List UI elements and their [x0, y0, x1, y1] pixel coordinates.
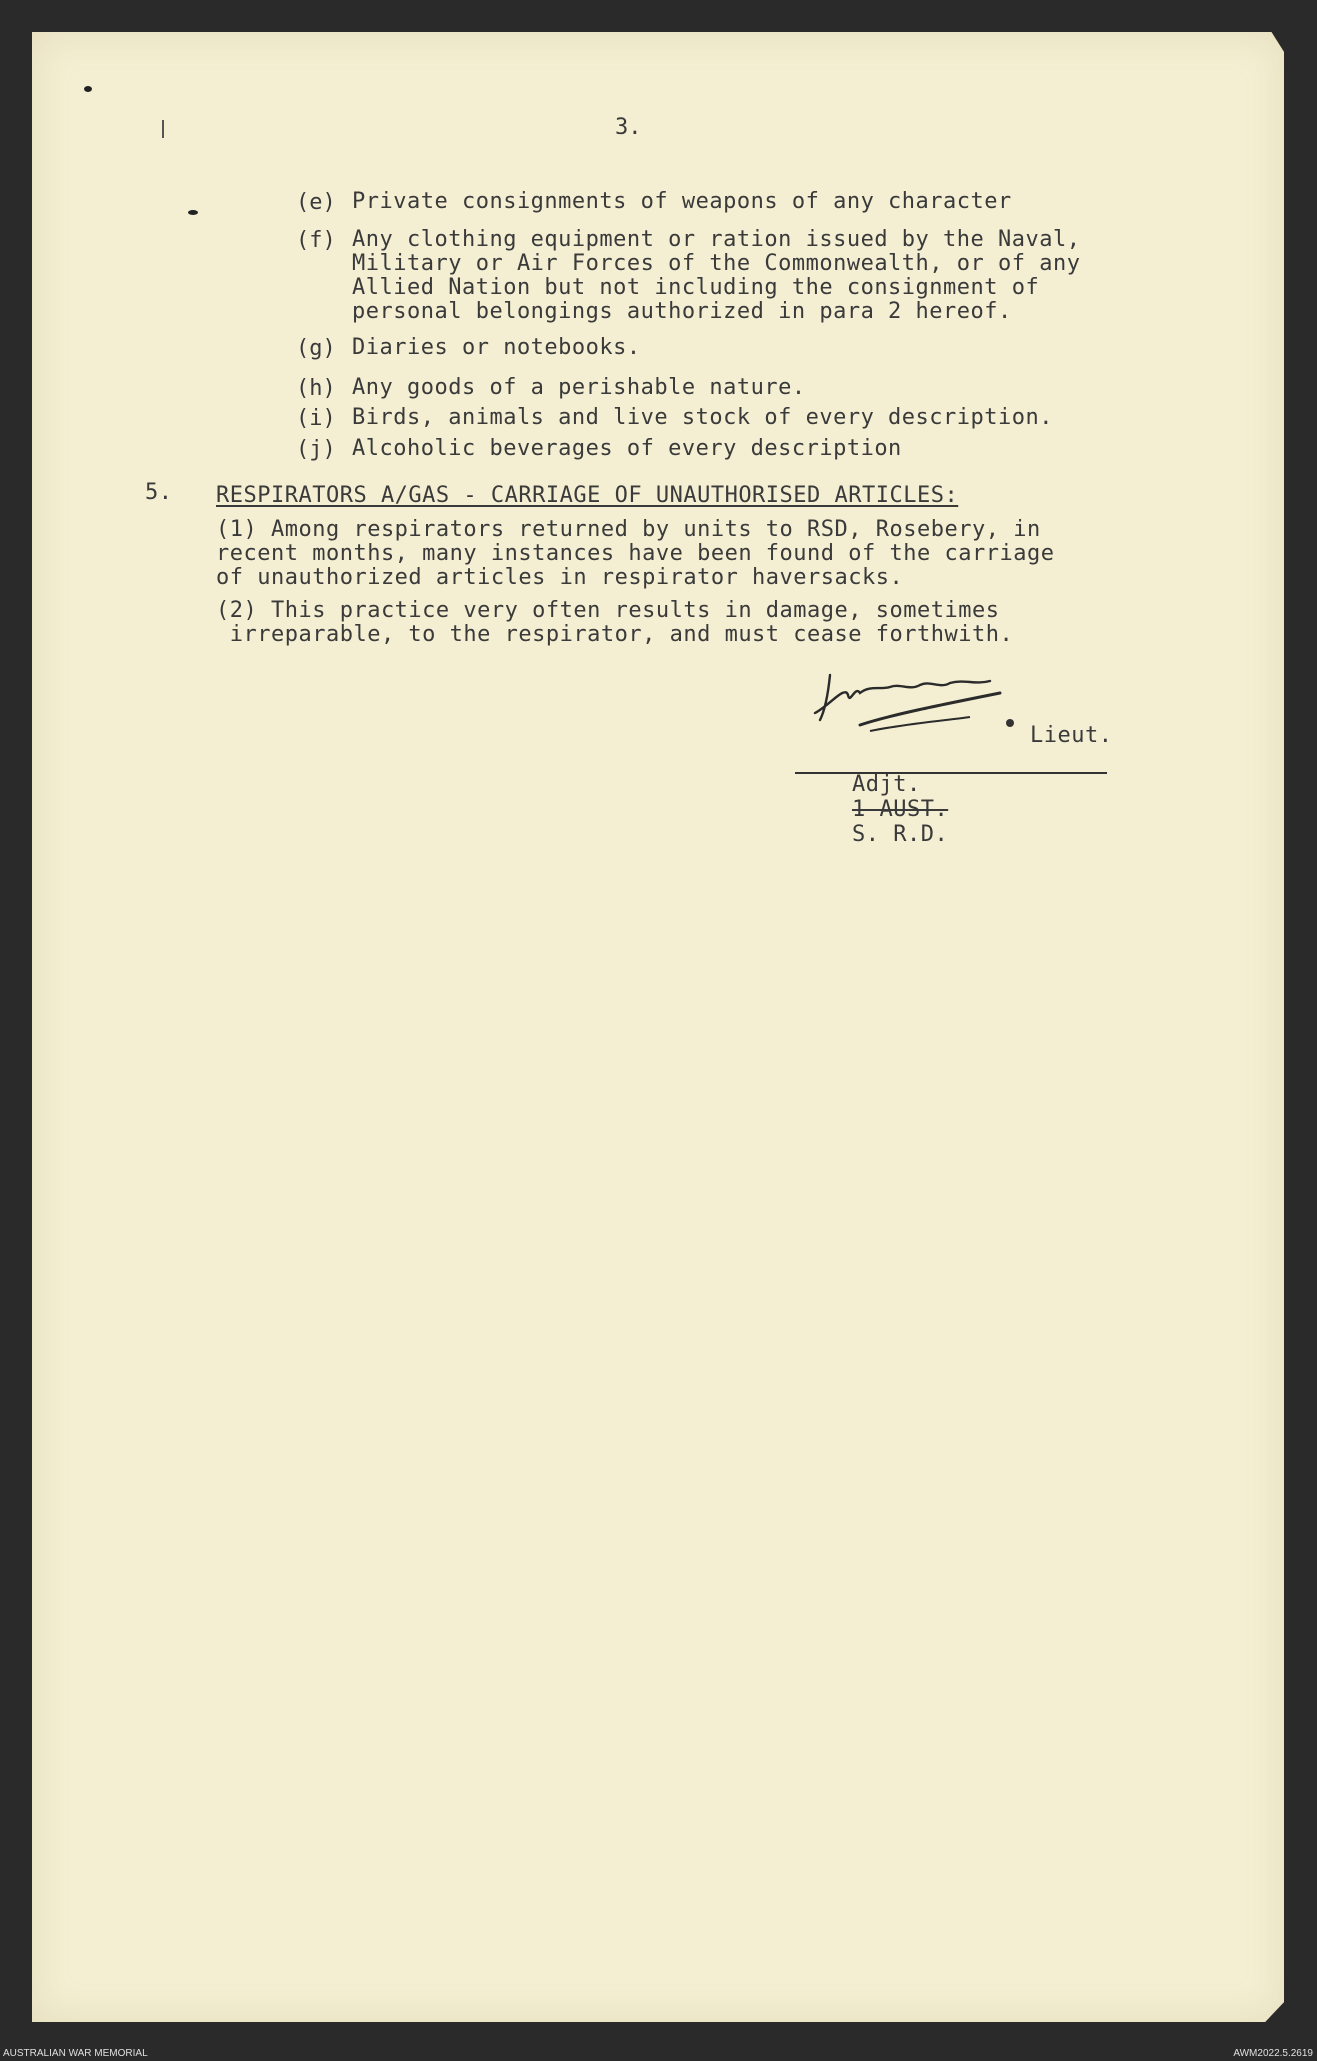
- section-heading: RESPIRATORS A/GAS - CARRIAGE OF UNAUTHORISED ARTICLES:: [216, 483, 959, 508]
- page-number: 3.: [615, 115, 642, 140]
- item-text: Diaries or notebooks.: [352, 335, 641, 360]
- ink-mark: [84, 86, 92, 92]
- ink-mark: [162, 120, 164, 138]
- footer-right: AWM2022.5.2619: [1233, 2048, 1313, 2059]
- signature-title: [797, 747, 948, 872]
- item-letter: (g): [296, 336, 336, 361]
- item-text: Any clothing equipment or ration issued by the Naval, Military or Air Forces of the Commonwealth, or of any Allied Nation but not including the consignment of personal belongings authorized in para 2 hereof.: [352, 227, 1081, 324]
- title-prefix: Adjt.: [851, 772, 921, 797]
- item-letter: (e): [296, 190, 336, 215]
- title-unit-struck: 1 AUST.: [851, 797, 949, 822]
- item-letter: (j): [296, 437, 336, 462]
- section-paragraph-2: (2) This practice very often results in damage, sometimes irreparable, to the respirator, and must cease forthwith.: [216, 598, 1014, 647]
- item-letter: (f): [296, 228, 336, 253]
- item-text: Private consignments of weapons of any character: [352, 189, 1012, 214]
- signature-underline: [795, 772, 1107, 774]
- section-number: 5.: [145, 480, 173, 505]
- signature-rank: Lieut.: [1030, 723, 1113, 748]
- section-paragraph-1: (1) Among respirators returned by units to RSD, Rosebery, in recent months, many instances have been found of the carriage of unauthorized articles in respirator haversacks.: [216, 517, 1055, 590]
- title-unit-suffix: S. R.D.: [851, 822, 949, 847]
- item-text: Alcoholic beverages of every description: [352, 436, 902, 461]
- document-page: [32, 32, 1284, 2022]
- footer-left: AUSTRALIAN WAR MEMORIAL: [3, 2048, 148, 2059]
- item-letter: (h): [296, 376, 336, 401]
- item-text: Any goods of a perishable nature.: [352, 375, 806, 400]
- item-text: Birds, animals and live stock of every description.: [352, 405, 1054, 430]
- signature-scribble: [800, 665, 1030, 745]
- ink-mark: [188, 210, 198, 215]
- item-letter: (i): [296, 406, 336, 431]
